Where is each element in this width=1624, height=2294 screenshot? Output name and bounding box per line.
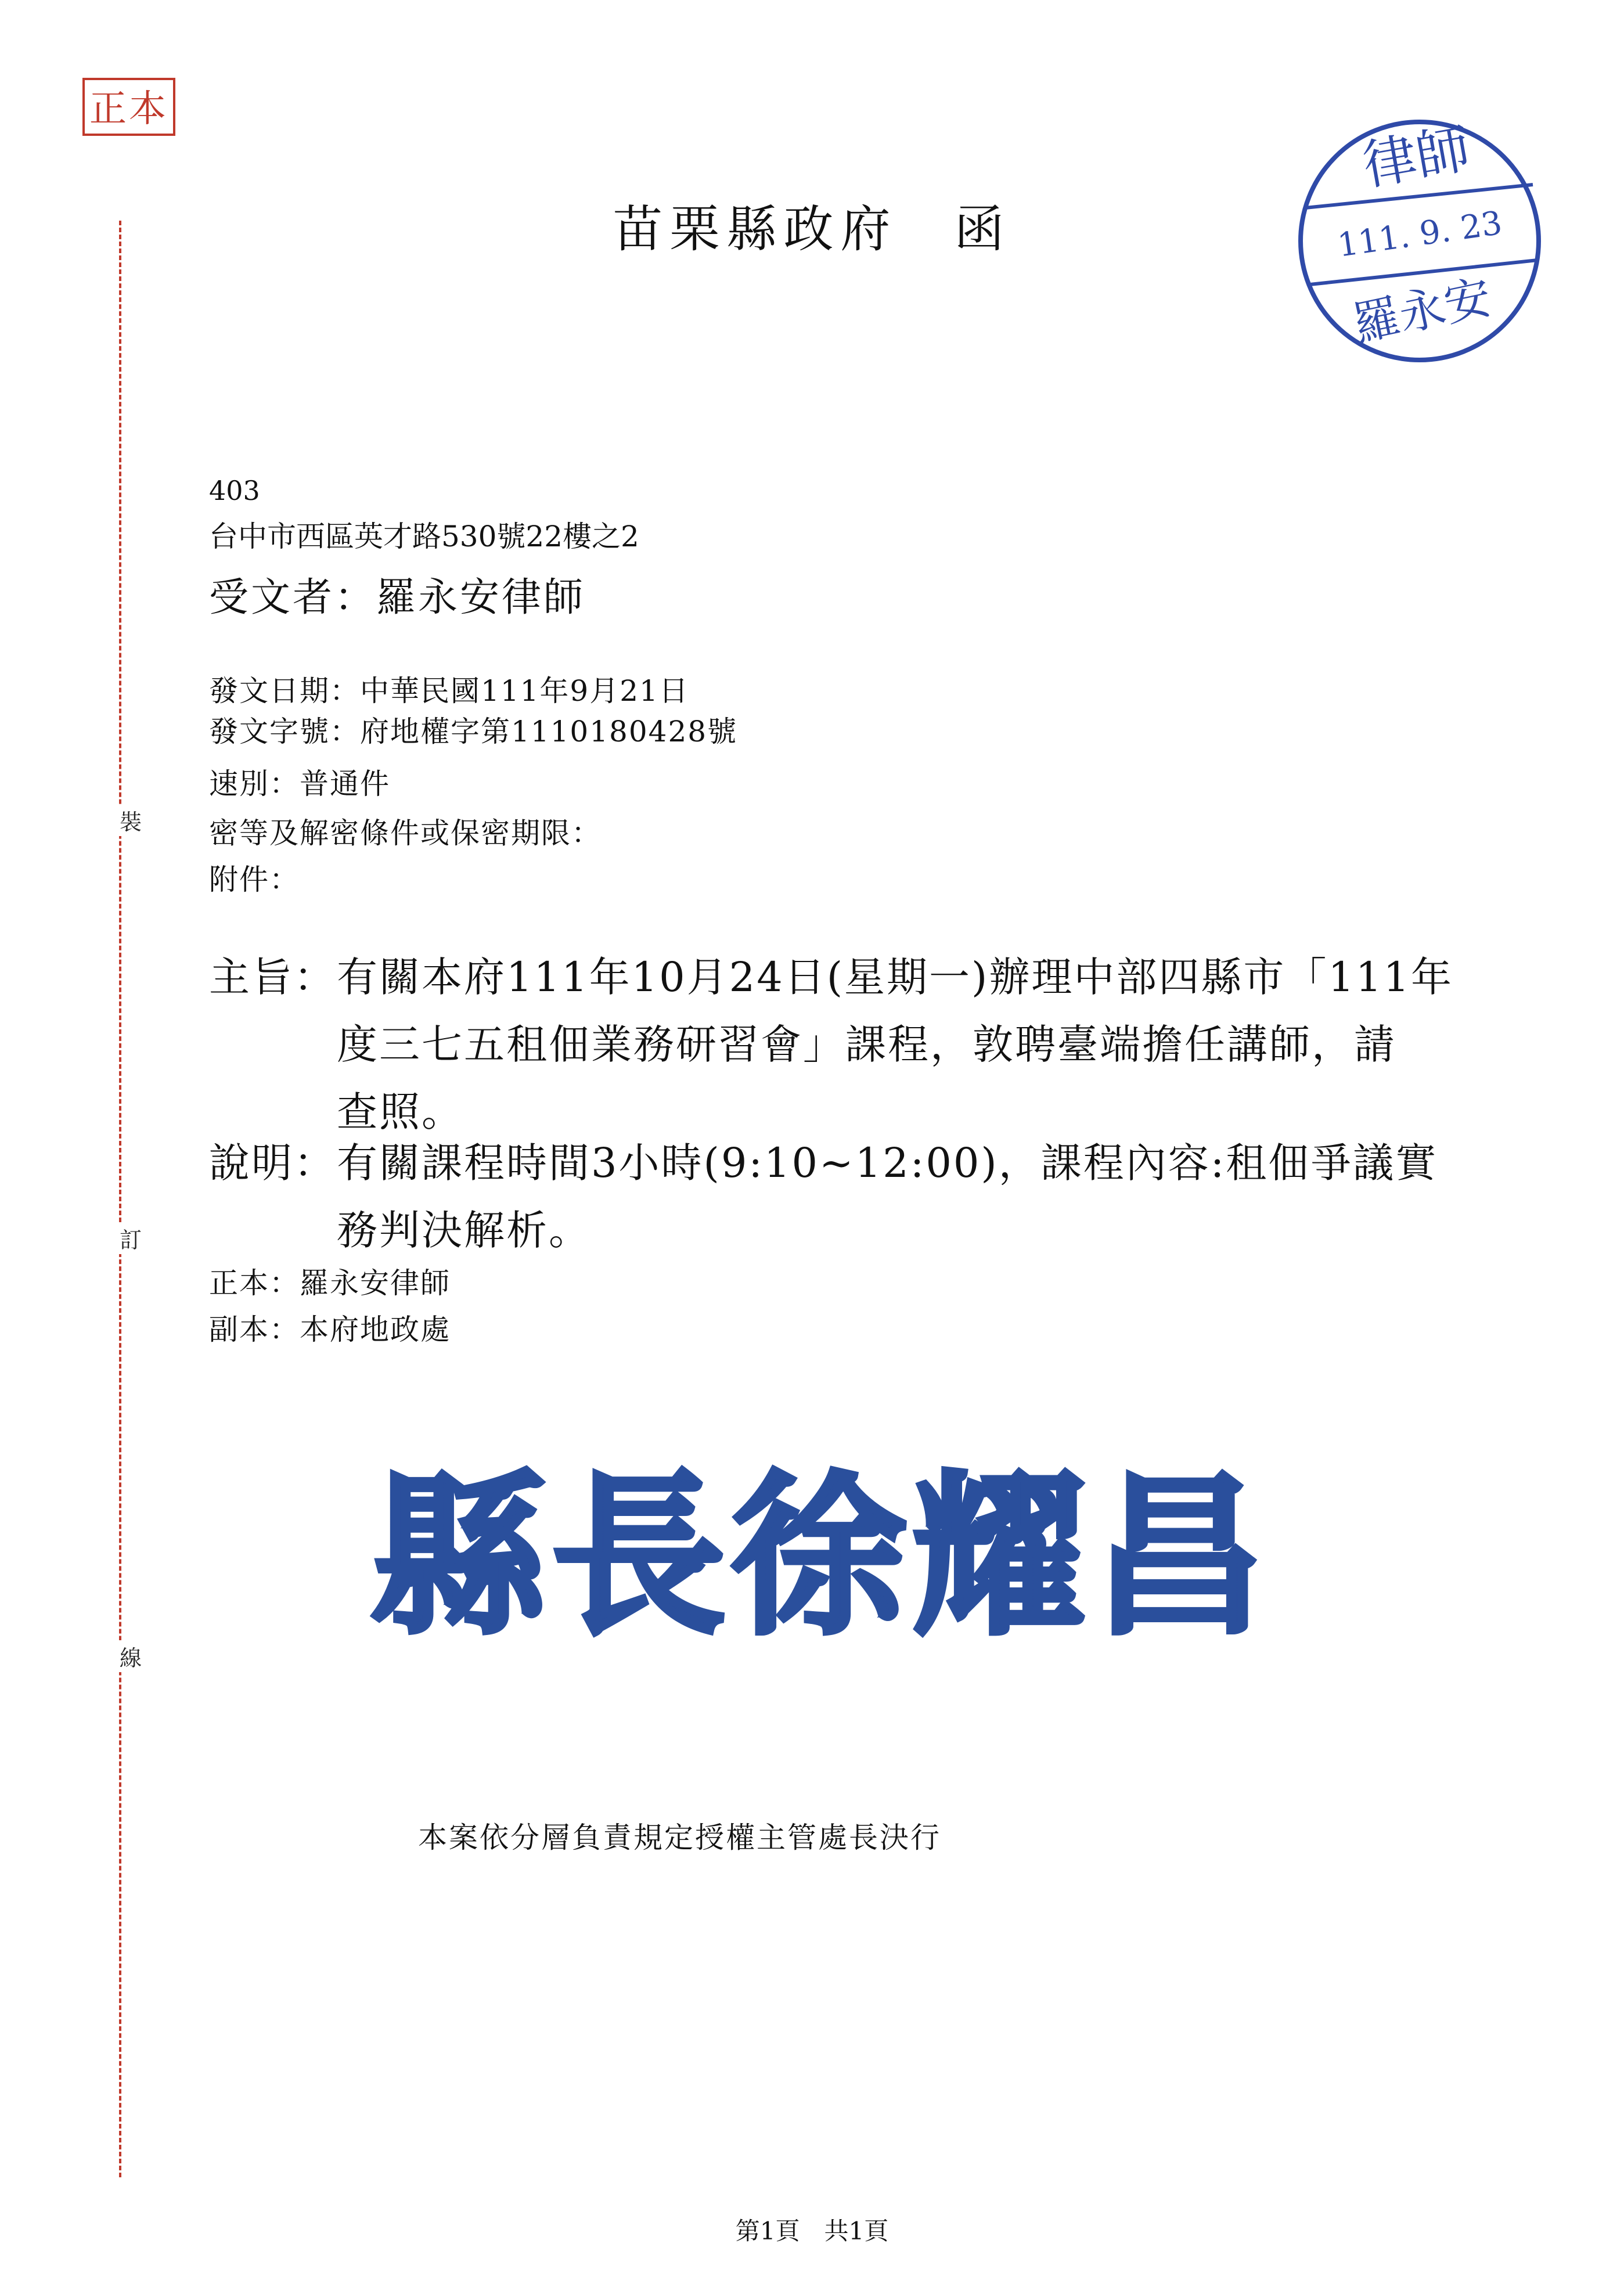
binding-line	[119, 221, 121, 2177]
delegation-note: 本案依分層負責規定授權主管處長決行	[418, 1821, 941, 1854]
subject-line-1: 有關本府111年10月24日(星期一)辦理中部四縣市「111年	[337, 953, 1453, 1001]
explanation-label: 說明：	[209, 1139, 336, 1187]
receipt-stamp	[1289, 110, 1550, 372]
stamp-name: 羅永安	[1348, 269, 1496, 352]
original-recipient: 正本：羅永安律師	[209, 1266, 451, 1300]
explanation-line-2: 務判決解析。	[337, 1207, 591, 1254]
delivery-speed: 速別：普通件	[209, 767, 390, 801]
recipient: 受文者：羅永安律師	[209, 575, 586, 621]
subject-line-2: 度三七五租佃業務研習會」課程，敦聘臺端擔任講師，請	[337, 1021, 1396, 1068]
magistrate-signature-seal	[343, 1423, 1301, 1666]
subject-line-3: 查照。	[337, 1088, 464, 1136]
stamp-date: 111. 9. 23	[1335, 204, 1505, 265]
explanation-section	[209, 1129, 1438, 1264]
original-copy-mark: 正本	[82, 78, 175, 136]
binding-label-line: 線	[113, 1640, 148, 1672]
postal-code: 403	[209, 475, 260, 506]
subject-label: 主旨：	[209, 953, 336, 1001]
document-number: 發文字號：府地權字第1110180428號	[209, 715, 738, 748]
stamp-title: 律師	[1358, 117, 1475, 197]
confidentiality-level: 密等及解密條件或保密期限：	[209, 816, 602, 850]
issue-date: 發文日期：中華民國111年9月21日	[209, 674, 689, 708]
document-title: 苗栗縣政府 函	[613, 200, 1011, 258]
recipient-address: 台中市西區英才路530號22樓之2	[209, 520, 639, 553]
page-number: 第1頁 共1頁	[735, 2217, 889, 2245]
subject-section	[209, 943, 1453, 1146]
binding-label-bind: 裝	[113, 804, 148, 836]
binding-label-staple: 訂	[113, 1222, 148, 1254]
attachments: 附件：	[209, 863, 300, 896]
explanation-line-1: 有關課程時間3小時(9:10~12:00)，課程內容:租佃爭議實	[337, 1139, 1438, 1187]
copy-recipient: 副本：本府地政處	[209, 1313, 451, 1346]
signature-text: 縣長徐耀昌	[372, 1453, 1272, 1658]
